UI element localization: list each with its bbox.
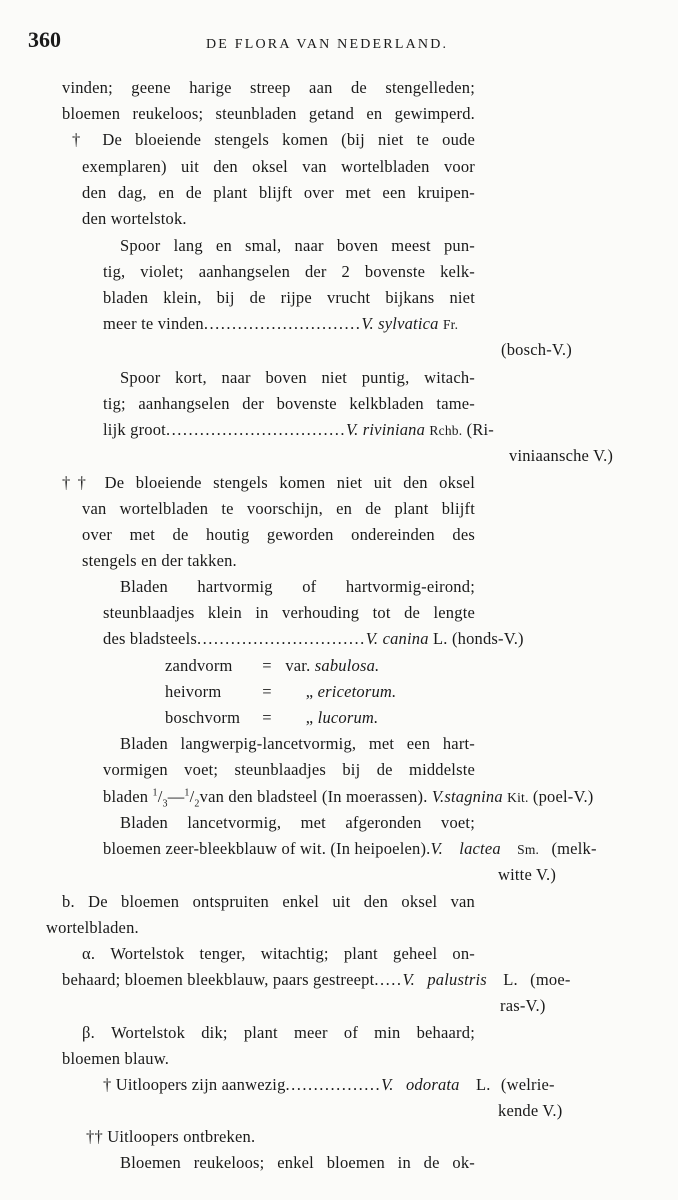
common-name: witte V.) [498,865,557,884]
common-name: viniaansche V.) [509,446,614,465]
text-line: vinden; geene harige streep aan de stengelleden; [62,78,475,97]
text-line: α. Wortelstok tenger, witachtig; plant geheel on- [82,944,475,963]
text-line: β. Wortelstok dik; plant meer of min behaard; [82,1023,475,1042]
text-line: Spoor lang en smal, naar boven meest pun- [120,236,475,255]
text-line: Bladen langwerpig-lancetvormig, met een hart- [120,734,475,753]
running-title: DE FLORA VAN NEDERLAND. [206,37,449,52]
text-line: † De bloeiende stengels komen (bij niet te oude [72,130,475,149]
text-line: tig; aanhangselen der bovenste kelkbladen tame- [103,394,475,413]
text-line: over met de houtig geworden ondereinden des [82,525,475,544]
key-line-stagnina: bladen $^1/_3—^1/_2van$ den bladsteel (In moerassen). V.stagnina Kit. (poel-V.) [103,787,594,810]
form-line: zandvorm = var. sabulosa. [165,656,380,675]
page-number: 360 [28,27,61,52]
common-name: kende V.) [498,1101,563,1120]
key-line-canina: des bladsteels..............................V. canina L. (honds-V.) [103,629,524,648]
form-line: heivorm = „ ericetorum. [165,682,397,701]
text-line: Bloemen reukeloos; enkel bloemen in de ok- [120,1153,475,1172]
text-line: van wortelbladen te voorschijn, en de plant blijft [82,499,475,518]
text-line: stengels en der takken. [82,551,237,570]
key-line-odorata: † Uitloopers zijn aanwezig.................V. odorata L. (welrie- [103,1075,555,1094]
text-line: bloemen blauw. [62,1049,170,1068]
text-line: steunblaadjes klein in verhouding tot de lengte [103,603,475,622]
key-line-palustris: behaard; bloemen bleekblauw, paars gestreept.....V. palustris L. (moe- [62,970,571,989]
text-line: Spoor kort, naar boven niet puntig, witach- [120,368,475,387]
common-name: ras-V.) [500,996,546,1015]
key-line-lactea: bloemen zeer-bleekblauw of wit. (In heipoelen).V. lactea Sm. (melk- [103,839,597,858]
text-line: exemplaren) uit den oksel van wortelbladen voor [82,157,475,176]
common-name: (bosch-V.) [501,340,572,359]
key-line-sylvatica: meer te vinden............................V. sylvatica Fr. [103,314,459,333]
text-line: den dag, en de plant blijft over met een kruipen- [82,183,475,202]
form-line: boschvorm = „ lucorum. [165,708,379,727]
text-line: den wortelstok. [82,209,187,228]
key-line-riviniana: lijk groot................................V. riviniana Rchb. (Ri- [103,420,495,439]
text-line: Bladen hartvormig of hartvormig-eirond; [120,577,475,596]
text-line: Bladen lancetvormig, met afgeronden voet; [120,813,475,832]
text-line: b. De bloemen ontspruiten enkel uit den oksel van [62,892,475,911]
text-line: †† De bloeiende stengels komen niet uit den oksel [62,473,475,492]
text-line: vormigen voet; steunblaadjes bij de middelste [103,760,475,779]
text-line: tig, violet; aanhangselen der 2 bovenste kelk- [103,262,475,281]
text-line: wortelbladen. [46,918,139,937]
text-line: bloemen reukeloos; steunbladen getand en gewimperd. [62,104,475,123]
text-line: †† Uitloopers ontbreken. [86,1127,256,1146]
text-line: bladen klein, bij de rijpe vrucht bijkans niet [103,288,475,307]
